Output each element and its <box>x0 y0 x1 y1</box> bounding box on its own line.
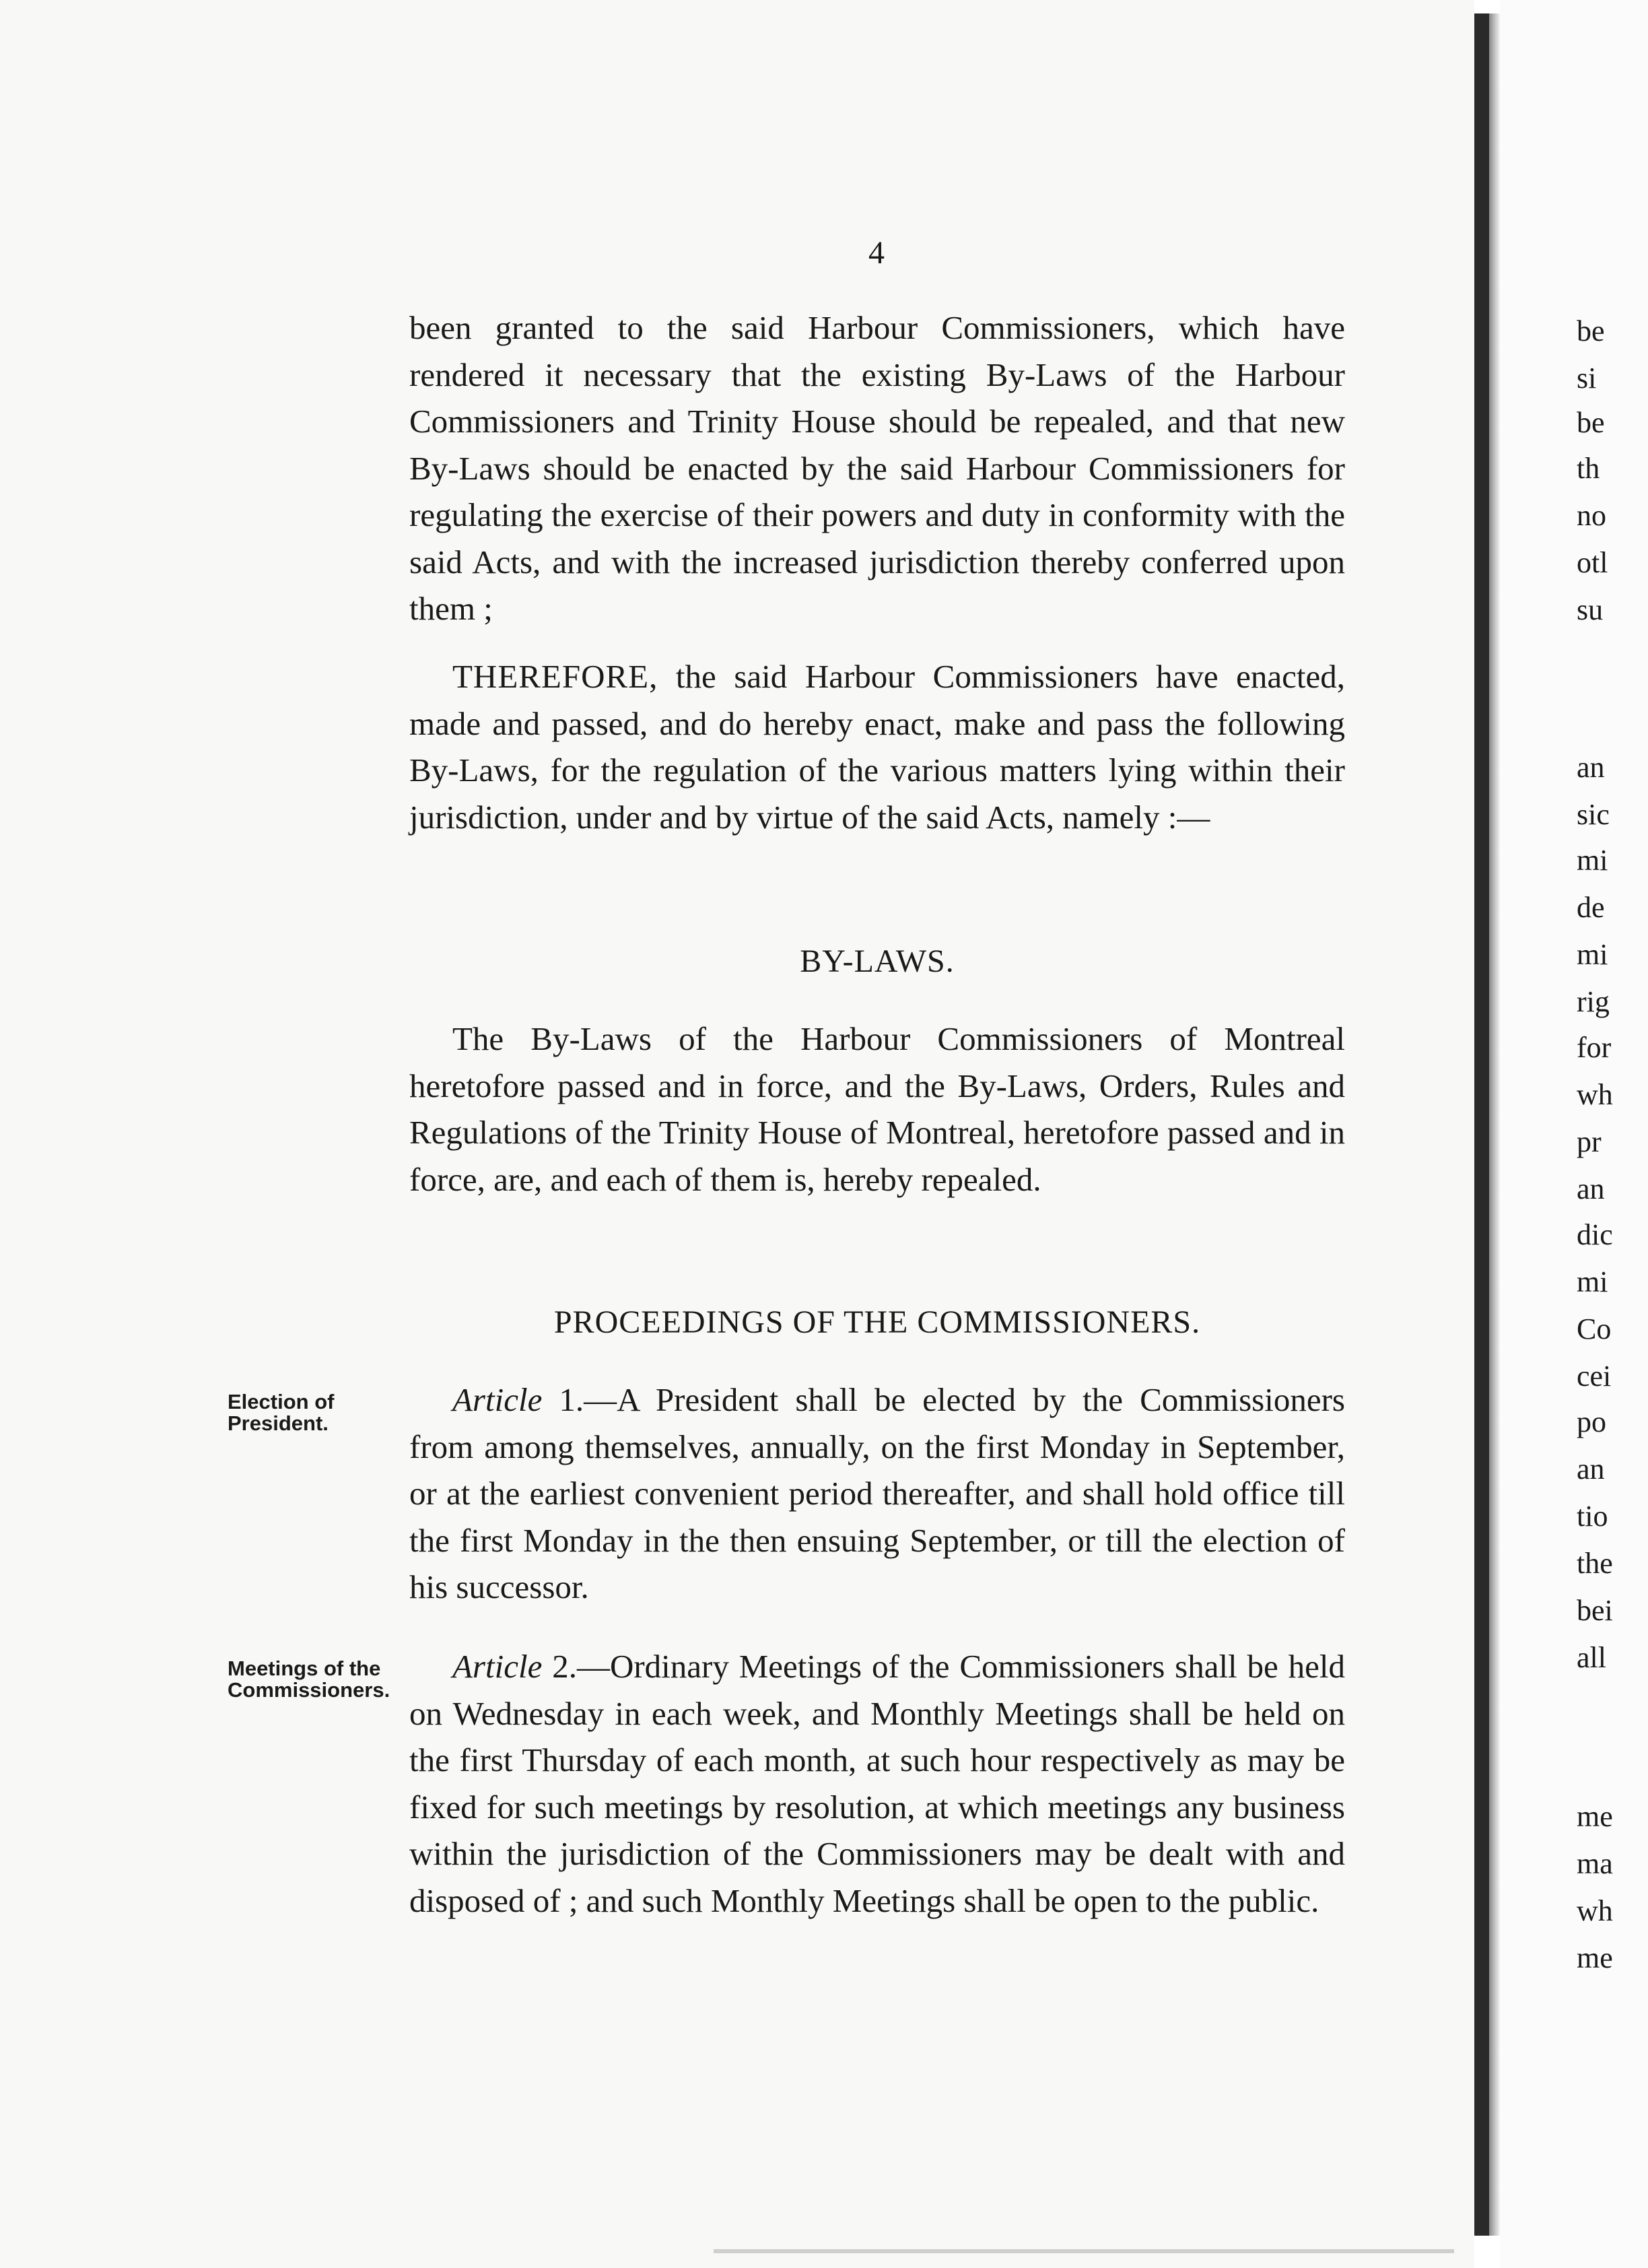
facing-fragment: rig <box>1577 985 1610 1018</box>
bylaws-heading: BY-LAWS. <box>800 943 955 979</box>
facing-fragment: me <box>1577 1941 1613 1974</box>
article-2-paragraph <box>409 1643 1345 1924</box>
facing-fragment: mi <box>1577 938 1608 971</box>
facing-fragment: for <box>1577 1031 1612 1064</box>
article-1-label: Article <box>452 1381 543 1418</box>
facing-fragment: th <box>1577 452 1600 485</box>
article-1-text: A President shall be elected by the Commissioners from among themselves, annually, on the first Monday in September, or at the earliest convenient period thereafter, and shall hold office till the first Monday in the then ensuing September, or till the election of his successor. <box>409 1381 1345 1605</box>
facing-fragment: mi <box>1577 1265 1608 1298</box>
page-bottom-edge <box>714 2249 1454 2253</box>
therefore-block <box>409 653 1345 840</box>
facing-fragment: wh <box>1577 1894 1613 1927</box>
facing-fragment: bei <box>1577 1594 1613 1627</box>
facing-fragment: be <box>1577 314 1605 347</box>
book-gutter <box>1474 13 1489 2236</box>
facing-fragment: me <box>1577 1800 1613 1833</box>
facing-fragment: the <box>1577 1547 1613 1580</box>
article-1-paragraph <box>409 1376 1345 1611</box>
facing-fragment: de <box>1577 891 1605 924</box>
page-number: 4 <box>868 235 885 271</box>
facing-fragment: mi <box>1577 844 1608 877</box>
facing-fragment: otl <box>1577 546 1608 579</box>
facing-fragment: sic <box>1577 798 1610 831</box>
facing-fragment: an <box>1577 1453 1605 1486</box>
facing-fragment: su <box>1577 593 1604 626</box>
intro-paragraph: been granted to the said Harbour Commissioners, which have rendered it necessary that the existing By-Laws of the Harbour Commissioners and Trinity House should be repealed, and that new By-Laws should be enacted by the said Harbour Commissioners for regulating the exercise of their powers and duty in conformity with the said Acts, and with the increased jurisdiction thereby conferred upon them ; <box>409 309 1345 627</box>
facing-fragment: cei <box>1577 1360 1612 1393</box>
facing-fragment: ma <box>1577 1847 1613 1880</box>
repeal-block <box>409 1015 1345 1203</box>
facing-fragment: Co <box>1577 1312 1612 1345</box>
gutter-shadow <box>1489 13 1500 2236</box>
facing-fragment: tio <box>1577 1500 1608 1533</box>
therefore-lead: THEREFORE, <box>452 658 658 695</box>
therefore-rest: the said Harbour Commissioners have enacted, made and passed, and do hereby enact, make and pass the following By-Laws, for the regulation of the various matters lying within their jurisdiction, under and by virtue of the said Acts, namely :— <box>409 658 1345 836</box>
facing-fragment: be <box>1577 406 1605 439</box>
proceedings-heading: PROCEEDINGS OF THE COMMISSIONERS. <box>553 1304 1201 1340</box>
article-2-number: 2.— <box>542 1648 610 1685</box>
facing-fragment: pr <box>1577 1125 1602 1158</box>
facing-fragment: dic <box>1577 1218 1613 1251</box>
article-2-text: Ordinary Meetings of the Commissioners shall be held on Wednesday in each week, and Monthly Meetings shall be held on the first Thursday of each month, at such hour respectively as may be fixed for such meetings by resolution, at which meetings any business within the jurisdiction of the Commissioners may be dealt with and disposed of ; and such Monthly Meetings shall be open to the public. <box>409 1648 1346 1919</box>
facing-fragment: an <box>1577 1172 1605 1205</box>
facing-fragment: all <box>1577 1641 1606 1674</box>
intro-continuation <box>409 304 1345 632</box>
facing-fragment: no <box>1577 499 1606 532</box>
article-1-number: 1.— <box>542 1381 617 1418</box>
article-1 <box>409 1376 1345 1611</box>
facing-fragment: po <box>1577 1405 1606 1438</box>
article-2-label: Article <box>452 1648 543 1685</box>
facing-fragment: si <box>1577 362 1597 395</box>
therefore-paragraph <box>409 653 1345 840</box>
facing-fragment: wh <box>1577 1078 1613 1111</box>
margin-note-election: Election of President. <box>228 1390 335 1435</box>
facing-fragment: an <box>1577 751 1605 784</box>
article-2 <box>409 1643 1345 1924</box>
repeal-paragraph: The By-Laws of the Harbour Commissioners of Montreal heretofore passed and in force, and the By-Laws, Orders, Rules and Regulations of the Trinity House of Montreal, heretofore passed and in force, are, and each of them is, hereby repealed. <box>409 1020 1345 1198</box>
facing-page <box>1500 0 1648 2268</box>
margin-note-meetings: Meetings of the Commissioners. <box>228 1657 390 1702</box>
